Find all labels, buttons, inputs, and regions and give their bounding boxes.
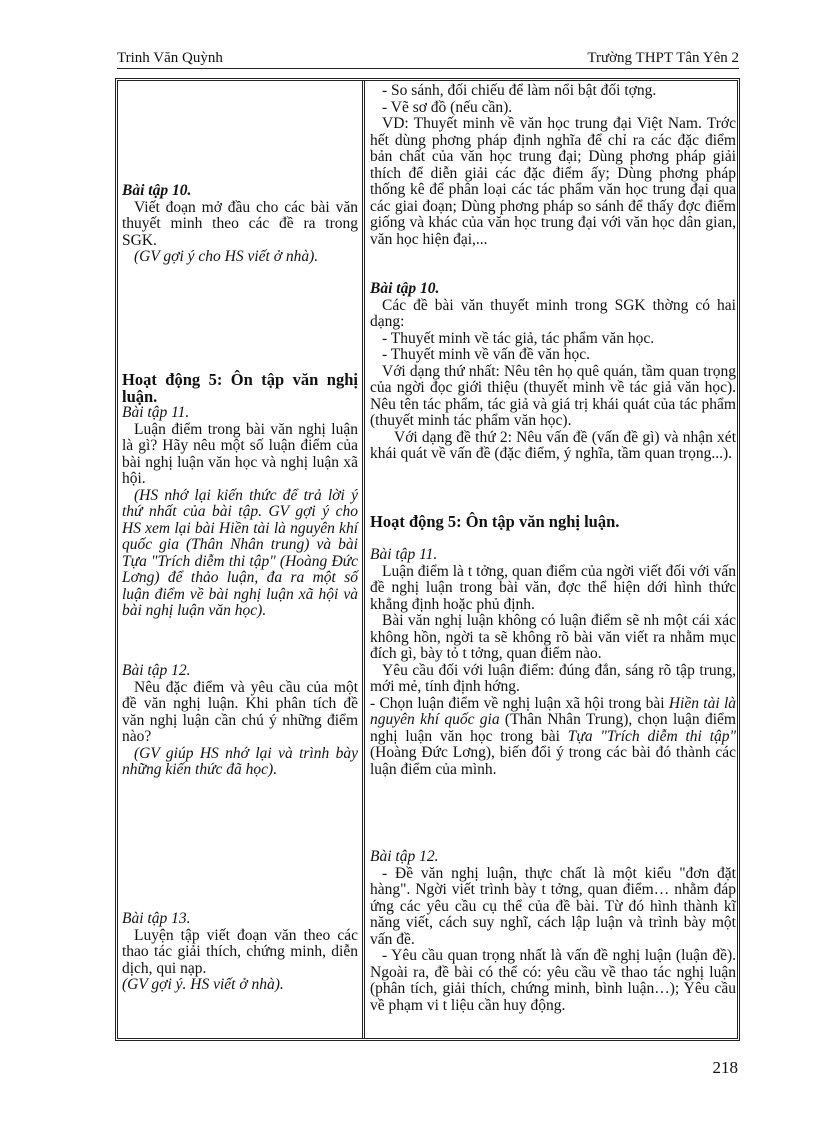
right-bt12 [370, 849, 736, 1014]
column-divider [362, 81, 365, 1038]
right-bt11 [370, 547, 736, 778]
right-bt11-p3: Yêu cầu đối với luận điểm: đúng đắn, sáng rõ tập trung, mới mẻ, tính định hớng. [370, 661, 736, 695]
page-header [117, 50, 739, 69]
right-hd5 [370, 513, 736, 530]
right-hd5-title: Hoạt động 5: Ôn tập văn nghị luận. [370, 512, 620, 531]
left-bt13-text: Luyện tập viết đoạn văn theo các thao tác giải thích, chứng minh, diễn dịch, qui nạp. [122, 926, 358, 977]
left-bt12-text: Nêu đặc điểm và yêu cầu của một đề văn nghị luận. Khi phân tích đề văn nghị luận cần chú ý những điểm nào? [122, 678, 358, 745]
left-bt11-note: (HS nhớ lại kiến thức để trả lời ý thứ nhất của bài tập. GV gợi ý cho HS xem lại bài Hiền tài là nguyên khí quốc gia (Thân Nhân trung) và bài Tựa "Trích diễm thi tập" (Hoàng Đức Lơng) để thảo luận, đa ra một số luận điểm về bài nghị luận xã hội và bài nghị luận văn học). [122, 486, 358, 619]
right-column [370, 81, 736, 1038]
left-bt13-note: (GV gợi ý. HS viết ở nhà). [122, 976, 284, 993]
left-hd5-title: Hoạt động 5: Ôn tập văn nghị luận. [122, 370, 358, 406]
right-bt10-p1: Với dạng thứ nhất: Nêu tên họ quê quán, tầm quan trọng của ngời đọc giới thiệu (thuyết minh về tác giả văn học). Nêu tên tác phẩm, tác giả và giá trị khái quát của tác phẩm (thuyết minh tác phẩm văn học). [370, 362, 736, 429]
right-bt10-p2: Với dạng đề thứ 2: Nêu vấn đề (vấn đề gì) và nhận xét khái quát về vấn đề (đặc điểm, ý nghĩa, tầm quan trọng...). [370, 428, 736, 462]
right-bt11-title: Bài tập 11. [370, 546, 438, 563]
page-number: 218 [712, 1058, 738, 1077]
left-bt10-text: Viết đoạn mở đầu cho các bài văn thuyết minh theo các đề ra trong SGK. [122, 198, 358, 249]
right-bt11-p4b: Hiền tài là nguyên khí quốc gia [370, 694, 736, 728]
left-bt12-note: (GV giúp HS nhớ lại và trình bày những kiến thức đã học). [122, 744, 358, 778]
right-bt11-p1: Luận điểm là t tởng, quan điểm của ngời viết đối với vấn đề nghị luận trong bài văn, đợc thể hiện dới hình thức khẳng định hoặc phủ định. [370, 562, 736, 613]
right-bt11-p4a: - Chọn luận điểm về nghị luận xã hội trong bài [370, 694, 669, 712]
right-line-2: - Vẽ sơ đồ (nếu cần). [382, 98, 513, 116]
right-bt10 [370, 281, 736, 463]
header-author: Trinh Văn Quỳnh [117, 50, 223, 66]
header-school: Trường THPT Tân Yên 2 [587, 50, 739, 66]
right-bt10-intro: Các đề bài văn thuyết minh trong SGK thờng có hai dạng: [370, 296, 736, 330]
left-bt11-title: Bài tập 11. [122, 404, 190, 421]
left-bt10 [122, 183, 358, 266]
right-methods [370, 83, 736, 248]
left-bt12 [122, 663, 358, 779]
right-bt11-p2: Bài văn nghị luận không có luận điểm sẽ nh một cái xác không hồn, ngời ta sẽ không rõ bài văn viết ra nhằm mục đích gì, bày tỏ t tởng, quan điểm nào. [370, 612, 736, 662]
right-bt10-d1: - Thuyết minh về tác giả, tác phẩm văn học. [382, 329, 655, 347]
left-bt11-text: Luận điểm trong bài văn nghị luận là gì? Hãy nêu một số luận điểm của bài nghị luận văn học và nghị luận xã hội. [122, 420, 358, 487]
right-line-1: - So sánh, đối chiếu để làm nổi bật đối tợng. [382, 82, 657, 99]
right-bt12-p1: - Đề văn nghị luận, thực chất là một kiểu "đơn đặt hàng". Ngời viết trình bày t tởng, quan điểm… nhằm đáp ứng các yêu cầu cụ thể của đề bài. Từ đó hình thành kĩ năng viết, cách suy nghĩ, cách lập luận và trình bày một vấn đề. [370, 864, 736, 948]
right-bt11-p4d: Tựa "Trích diễm thi tập" [567, 727, 737, 745]
right-bt11-p4 [370, 696, 736, 779]
right-bt11-p4e: (Hoàng Đức Lơng), biến đổi ý trong các bài đó thành các luận điểm của mình. [370, 744, 736, 778]
left-bt12-title: Bài tập 12. [122, 662, 191, 679]
left-hd5 [122, 371, 358, 620]
right-bt10-d2: - Thuyết minh về vấn đề văn học. [382, 346, 591, 363]
right-bt12-p2: - Yêu cầu quan trọng nhất là vấn đề nghị luận (luận đề). Ngoài ra, đề bài có thể có: yêu cầu về thao tác nghị luận (phân tích, giải thích, chứng minh, bình luận…); Yêu cầu về phạm vi t liệu cần huy động. [370, 947, 736, 1014]
right-bt11-p4c: (Thân Nhân Trung), chọn luận điểm nghị luận văn học trong bài [370, 711, 736, 745]
right-example: VD: Thuyết minh về văn học trung đại Việt Nam. Trớc hết dùng phơng pháp định nghĩa để chỉ ra các đặc điểm bản chất của văn học trung đại; Dùng phơng pháp giải thích để diễn giải các đặc điểm ấy; Dùng phơng pháp thống kê để phân loại các tác phẩm văn học trung đại qua các giai đoạn; Dùng phơng pháp so sánh để thấy đợc điểm giống và khác của văn học trung đại với văn học dân gian, văn học hiện đại,... [370, 115, 736, 248]
content-table [115, 78, 740, 1041]
left-bt13-title: Bài tập 13. [122, 910, 191, 927]
right-bt10-title: Bài tập 10. [370, 280, 440, 297]
left-bt10-note: (GV gợi ý cho HS viết ở nhà). [134, 248, 319, 265]
right-bt12-title: Bài tập 12. [370, 848, 439, 865]
left-bt10-title: Bài tập 10. [122, 182, 192, 199]
left-column [122, 81, 358, 1038]
left-bt13 [122, 911, 358, 994]
